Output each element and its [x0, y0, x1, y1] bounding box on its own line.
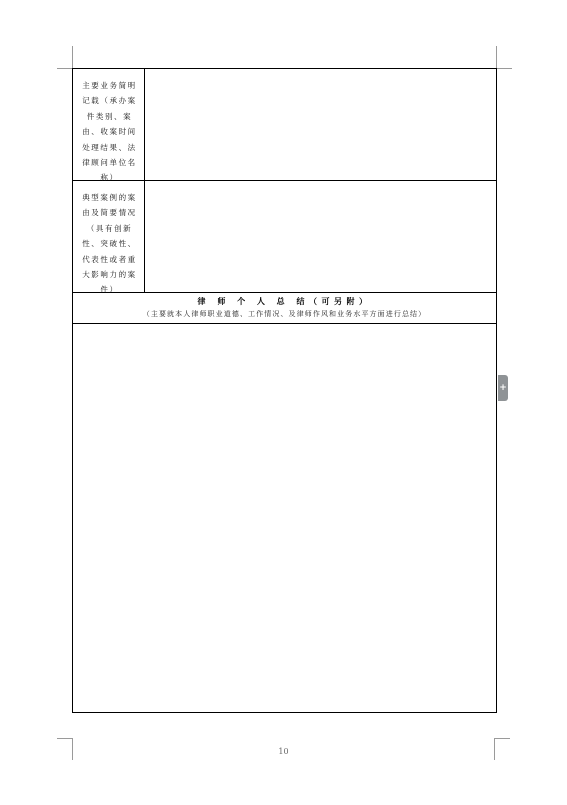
typical-case-row — [73, 181, 496, 293]
typical-case-field[interactable] — [145, 181, 496, 292]
business-record-row — [73, 69, 496, 181]
crop-mark-bottom-left — [57, 738, 73, 739]
page-number: 10 — [278, 747, 289, 756]
summary-title: 律 师 个 人 总 结（可另附） — [197, 297, 372, 306]
summary-header-row — [73, 293, 496, 324]
crop-mark-top-left — [72, 46, 73, 68]
crop-mark-top-left — [57, 68, 72, 69]
crop-mark-top-right — [496, 46, 497, 68]
summary-content-field[interactable] — [73, 324, 496, 712]
plus-icon: + — [499, 383, 507, 393]
summary-subtitle: （主要就本人律师职业道德、工作情况、及律师作风和业务水平方面进行总结） — [142, 310, 427, 318]
crop-mark-top-right — [497, 68, 512, 69]
business-record-label: 主要业务简明记载（承办案件类别、案由、收案时间处理结果、法律顾问单位名称） — [73, 69, 145, 180]
side-expand-tab[interactable] — [498, 375, 508, 401]
lawyer-form-table — [72, 68, 497, 713]
crop-mark-bottom-right — [494, 738, 510, 739]
typical-case-label: 典型案例的案由及简要情况（具有创新性、突破性、代表性或者重大影响力的案件） — [73, 181, 145, 292]
business-record-field[interactable] — [145, 69, 496, 180]
